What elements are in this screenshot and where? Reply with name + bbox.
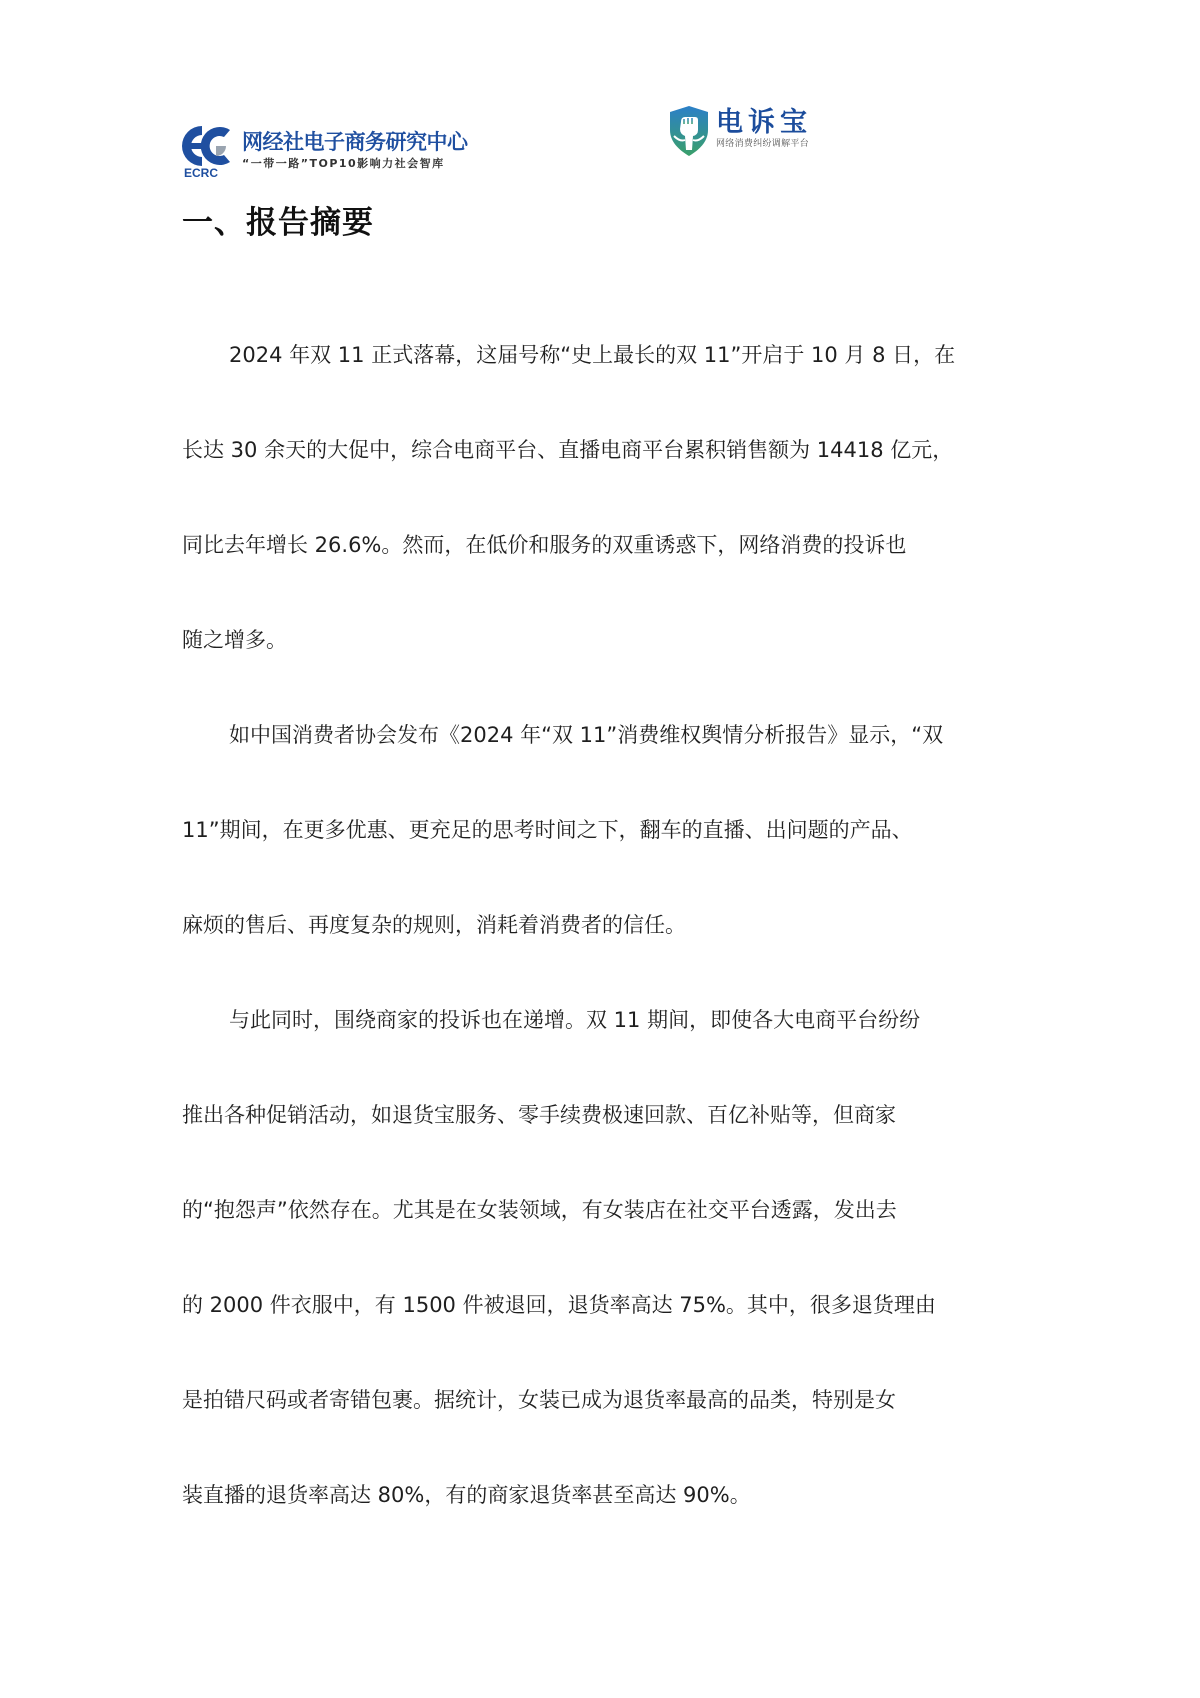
dianshubao-name: 电诉宝 <box>716 107 812 138</box>
ec-logo-icon <box>180 124 238 180</box>
paragraph-line: 如中国消费者协会发布《2024 年“双 11”消费维权舆情分析报告》显示，“双 <box>229 723 944 747</box>
paragraph-line: 11”期间，在更多优惠、更充足的思考时间之下，翻车的直播、出问题的产品、 <box>182 818 913 842</box>
ecrc-logo <box>180 124 468 180</box>
paragraph-line: 推出各种促销活动，如退货宝服务、零手续费极速回款、百亿补贴等，但商家 <box>182 1103 896 1127</box>
paragraph-line: 麻烦的售后、再度复杂的规则，消耗着消费者的信任。 <box>182 913 686 937</box>
paragraph-line: 长达 30 余天的大促中，综合电商平台、直播电商平台累积销售额为 14418 亿元， <box>182 438 954 462</box>
paragraph-line: 的“抱怨声”依然存在。尤其是在女装领域，有女装店在社交平台透露，发出去 <box>182 1198 897 1222</box>
paragraph-line: 同比去年增长 26.6%。然而，在低价和服务的双重诱惑下，网络消费的投诉也 <box>182 533 907 557</box>
paragraph-line: 2024 年双 11 正式落幕，这届号称“史上最长的双 11”开启于 10 月 8 日，在 <box>229 343 956 367</box>
paragraph-line: 随之增多。 <box>182 628 287 652</box>
ecrc-organization-name: 网经社电子商务研究中心 <box>242 130 468 154</box>
shield-fist-icon <box>668 104 710 158</box>
paragraph-line: 的 2000 件衣服中，有 1500 件被退回，退货率高达 75%。其中，很多退货理由 <box>182 1293 936 1317</box>
dianshubao-subtitle: 网络消费纠纷调解平台 <box>716 139 810 149</box>
paragraph-line: 装直播的退货率高达 80%，有的商家退货率甚至高达 90%。 <box>182 1483 751 1507</box>
section-title: 一、报告摘要 <box>182 205 374 241</box>
ecrc-slogan: “一带一路”TOP10影响力社会智库 <box>242 157 445 170</box>
ecrc-abbreviation: ECRC <box>184 166 219 180</box>
paragraph-line: 与此同时，围绕商家的投诉也在递增。双 11 期间，即使各大电商平台纷纷 <box>229 1008 921 1032</box>
paragraph-line: 是拍错尺码或者寄错包裹。据统计，女装已成为退货率最高的品类，特别是女 <box>182 1388 896 1412</box>
dianshubao-logo <box>668 104 812 158</box>
